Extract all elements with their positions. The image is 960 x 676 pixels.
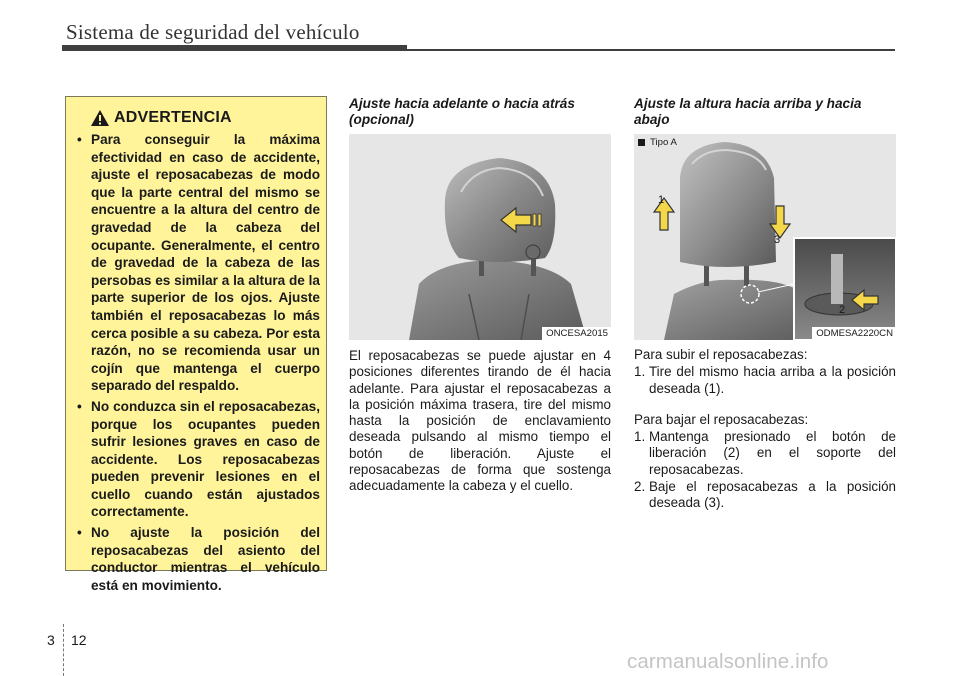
- headrest-forward-illustration: [349, 134, 611, 340]
- warning-title: ADVERTENCIA: [114, 109, 232, 126]
- figure-code: ONCESA2015: [542, 327, 611, 340]
- header-rule: [62, 45, 407, 51]
- headrest-forward-image: [349, 134, 611, 340]
- header-rule-thin: [407, 49, 895, 51]
- headrest-height-illustration: [634, 134, 896, 340]
- chapter-number: 3: [47, 632, 55, 648]
- height-adjust-column: [634, 96, 896, 512]
- section-title-height: Ajuste la altura hacia arriba y hacia abajo: [634, 96, 862, 127]
- warning-list: [75, 131, 320, 594]
- warning-item: • No conduzca sin el reposacabezas, porque los ocupantes pueden sufrir lesiones graves en caso de accidente. Los reposacabezas pueden prevenir lesiones en el cuello cuando están ajustados correctamente.: [77, 398, 320, 520]
- page-header-title: Sistema de seguridad del vehículo: [66, 20, 360, 44]
- section-title-forward: Ajuste hacia adelante o hacia atrás (opcional): [349, 96, 575, 127]
- warning-triangle-icon: [90, 109, 110, 127]
- warning-item: • No ajuste la posición del reposacabezas del asiento del conductor mientras el vehículo está en movimiento.: [77, 525, 320, 593]
- footer-divider: [63, 624, 64, 676]
- square-bullet-icon: [638, 139, 645, 146]
- warning-item: • Para conseguir la máxima efectividad en caso de accidente, ajuste el reposacabezas de modo que la parte central del mismo se encuentre a la altura del centro de gravedad de la cabeza del ocupante. Generalmente, el centro de gravedad de la cabeza de las persobas es similar a la altura de la parte superior de los ojos. Ajuste también el reposacabezas lo más cerca posible a su cabeza. Por esta razón, no se recomienda usar un cojín que mantenga el cuerpo separado del respaldo.: [77, 132, 320, 394]
- watermark: carmanualsonline.info: [627, 650, 829, 673]
- figure-type-label: Tipo A: [638, 137, 677, 148]
- headrest-height-image: [634, 134, 896, 340]
- callout-2: 2: [839, 304, 846, 316]
- lower-step: 1. Mantenga presionado el botón de liberación (2) en el soporte del reposacabezas.: [634, 429, 896, 477]
- raise-step: 1. Tire del mismo hacia arriba a la posición deseada (1).: [634, 364, 896, 396]
- forward-adjust-column: [349, 96, 611, 495]
- lower-intro: Para bajar el reposacabezas:: [634, 411, 809, 427]
- callout-3: 3: [774, 234, 781, 246]
- forward-body-text: El reposacabezas se puede ajustar en 4 posiciones diferentes tirando de él hacia adelante. Para ajustar el reposacabezas a la posición máxima trasera, tire del mismo hasta la posición de enclavamiento deseada pulsando al mismo tiempo el botón de liberación. Ajuste el reposacabezas de forma que sostenga adecuadamente la cabeza y el cuello.: [349, 348, 611, 494]
- warning-header: [75, 109, 320, 127]
- raise-intro: Para subir el reposacabezas:: [634, 347, 808, 362]
- figure-code: ODMESA2220CN: [812, 327, 896, 340]
- warning-box: [65, 96, 327, 593]
- lower-step: 2. Baje el reposacabezas a la posición deseada (3).: [634, 479, 896, 511]
- callout-1: 1: [658, 194, 665, 206]
- page-number: 12: [71, 632, 87, 648]
